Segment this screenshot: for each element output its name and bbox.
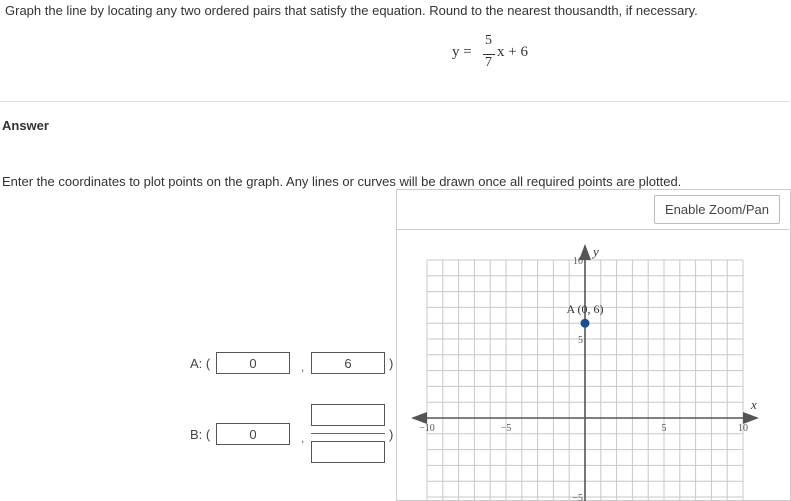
- point-b-y-fraction-bar: [311, 433, 385, 434]
- point-a-y-input[interactable]: 6: [311, 352, 385, 374]
- y-tick-label: −5: [572, 493, 583, 501]
- x-axis-label: x: [751, 397, 757, 412]
- equation-rest: x + 6: [497, 44, 528, 60]
- y-axis-label: y: [593, 244, 599, 259]
- graph-panel-toolbar-divider: [396, 229, 789, 230]
- answer-heading: Answer: [2, 118, 49, 133]
- point-b-y-denominator-input[interactable]: [311, 441, 385, 463]
- point-b-close-paren: ): [389, 427, 394, 442]
- equation-lhs: y =: [452, 44, 472, 60]
- coordinate-graph[interactable]: [400, 236, 780, 501]
- graph-instruction: Enter the coordinates to plot points on the graph. Any lines or curves will be drawn once all required points are plotted.: [2, 174, 682, 189]
- x-tick-label: 10: [738, 423, 748, 434]
- point-a-close-paren: ): [389, 356, 394, 371]
- question-instruction: Graph the line by locating any two ordered pairs that satisfy the equation. Round to the nearest thousandth, if necessary.: [5, 3, 698, 18]
- point-b-label: B: (: [190, 427, 211, 442]
- point-b-x-input[interactable]: 0: [216, 423, 290, 445]
- y-tick-label: 5: [578, 335, 583, 346]
- point-label: A (0, 6): [566, 302, 604, 317]
- x-tick-label: −5: [500, 423, 512, 434]
- equation-numerator: 5: [485, 33, 492, 48]
- x-tick-label: −10: [419, 423, 435, 434]
- equation-denominator: 7: [485, 55, 492, 70]
- point-a-x-input[interactable]: 0: [216, 352, 290, 374]
- point-a-comma: ,: [301, 360, 305, 374]
- enable-zoom-pan-button[interactable]: Enable Zoom/Pan: [654, 195, 780, 224]
- point-b-comma: ,: [301, 431, 305, 445]
- section-divider: [0, 101, 789, 102]
- x-tick-label: 5: [661, 423, 667, 434]
- plotted-point: [581, 319, 590, 328]
- point-a-label: A: (: [190, 356, 211, 371]
- y-tick-label: 10: [573, 256, 583, 267]
- point-b-y-numerator-input[interactable]: [311, 404, 385, 426]
